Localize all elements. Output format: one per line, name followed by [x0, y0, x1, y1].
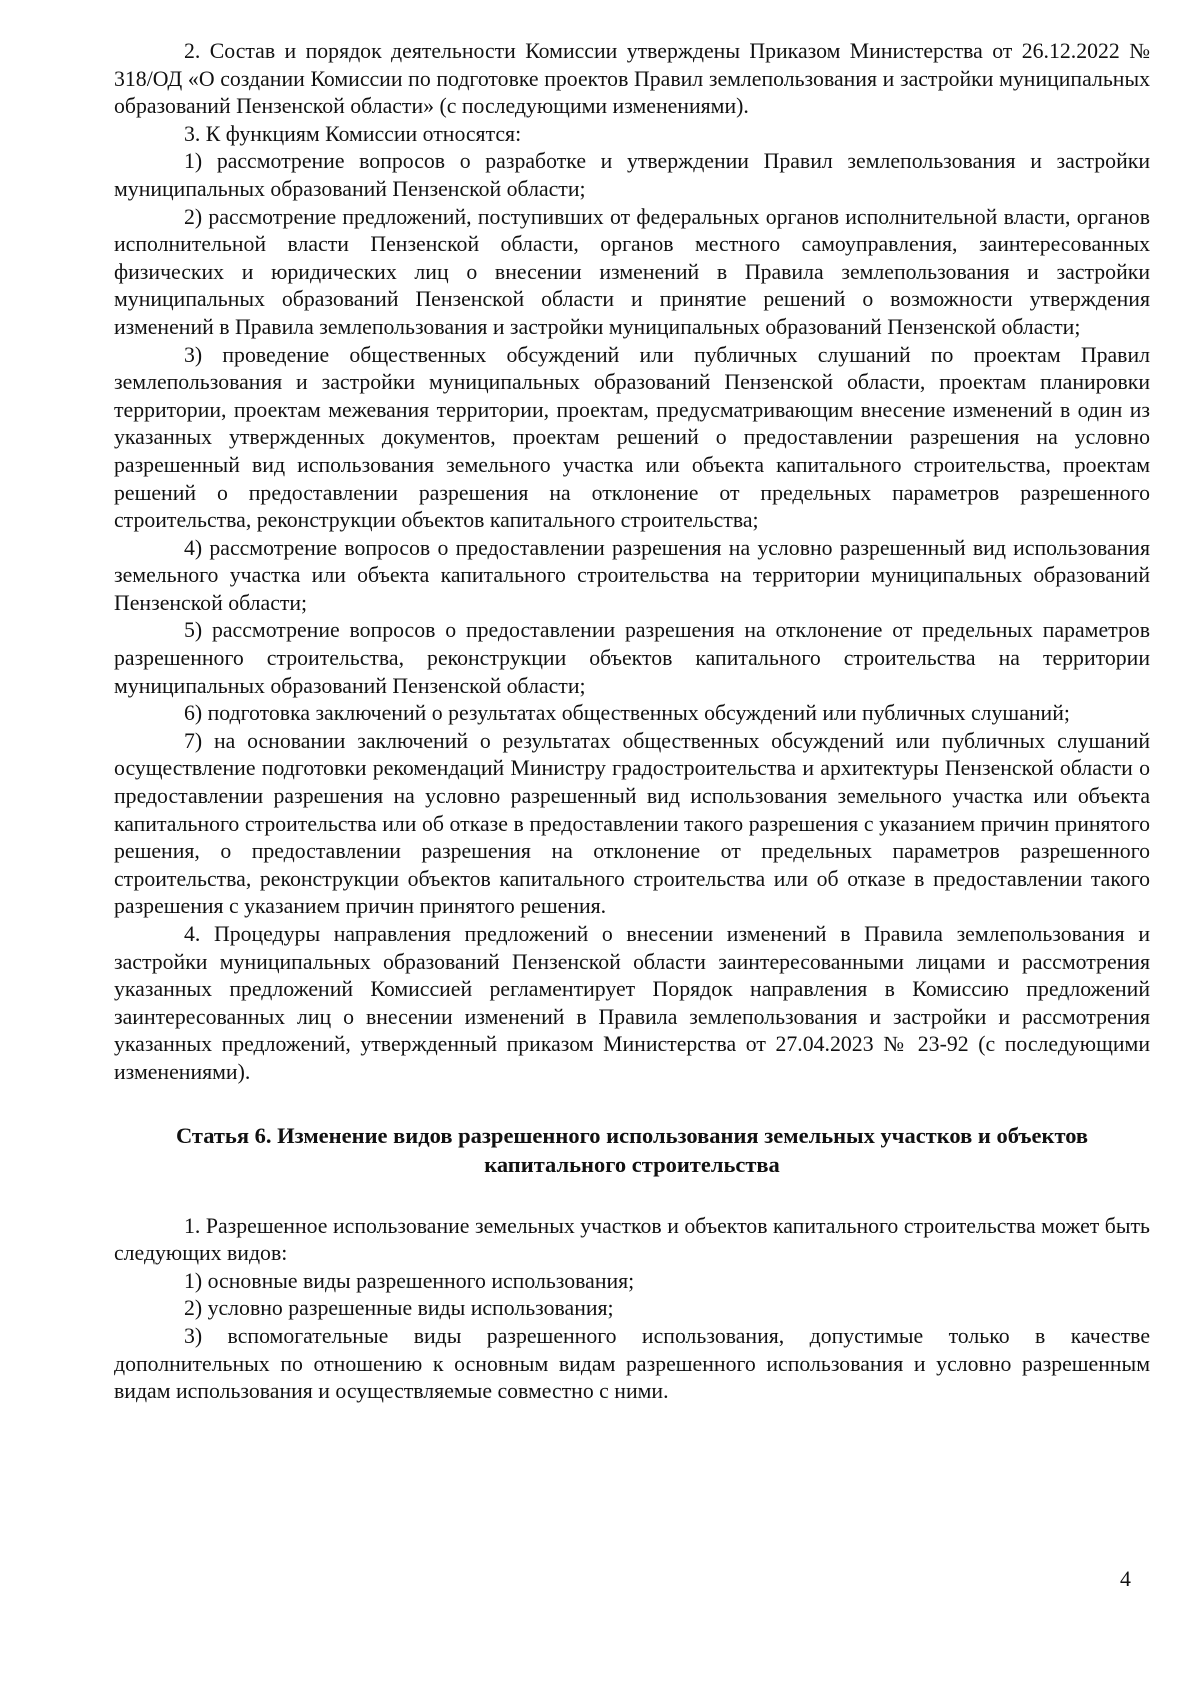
list-item-use-type-3: 3) вспомогательные виды разрешенного использования, допустимые только в качестве дополнительных по отношению к основным видам разрешенного использования и условно разрешенным видам использования и осуществляемые совместно с ними. [114, 1323, 1150, 1404]
list-item-function-2: 2) рассмотрение предложений, поступивших от федеральных органов исполнительной власти, органов исполнительной власти Пензенской области, органов местного самоуправления, заинтересованных физических и юридических лиц о внесении изменений в Правила землепользования и застройки муниципальных образований Пензенской области и принятие решений о возможности утверждения изменений в Правила землепользования и застройки муниципальных образований Пензенской области; [114, 204, 1150, 339]
list-item-function-3: 3) проведение общественных обсуждений или публичных слушаний по проектам Правил землепользования и застройки муниципальных образований Пензенской области, проектам планировки территории, проектам межевания территории, проектам, предусматривающим внесение изменений в один из указанных утвержденных документов, проектам решений о предоставлении разрешения на условно разрешенный вид использования земельного участка или объекта капитального строительства, проектам решений о предоставлении разрешения на отклонение от предельных параметров разрешенного строительства, реконструкции объектов капитального строительства; [114, 342, 1150, 533]
list-item-function-7: 7) на основании заключений о результатах общественных обсуждений или публичных слушаний осуществление подготовки рекомендаций Министру градостроительства и архитектуры Пензенской области о предоставлении разрешения на условно разрешенный вид использования земельного участка или объекта капитального строительства или об отказе в предоставлении такого разрешения с указанием причин принятого решения, о предоставлении разрешения на отклонение от предельных параметров разрешенного строительства, реконструкции объектов капитального строительства или об отказе в предоставлении такого разрешения с указанием причин принятого решения. [114, 728, 1150, 919]
list-item-function-5: 5) рассмотрение вопросов о предоставлении разрешения на отклонение от предельных параметров разрешенного строительства, реконструкции объектов капитального строительства на территории муниципальных образований Пензенской области; [114, 618, 1150, 698]
paragraph-procedures: 4. Процедуры направления предложений о внесении изменений в Правила землепользования и застройки муниципальных образований Пензенской области заинтересованными лицами и рассмотрения указанных предложений Комиссией регламентирует Порядок направления в Комиссию предложений заинтересованных лиц о внесении изменений в Правила землепользования и застройки и рассмотрения указанных предложений, утвержденный приказом Министерства от 27.04.2023 № 23-92 (с последующими изменениями). [114, 922, 1150, 1084]
list-item-use-type-1: 1) основные виды разрешенного использования; [184, 1268, 635, 1293]
list-item-function-4: 4) рассмотрение вопросов о предоставлении разрешения на условно разрешенный вид использования земельного участка или объекта капитального строительства на территории муниципальных образований Пензенской области; [114, 535, 1150, 615]
page-number: 4 [1120, 1567, 1131, 1591]
document-page [114, 38, 1150, 1406]
paragraph-permitted-use-types: 1. Разрешенное использование земельных участков и объектов капитального строительства может быть следующих видов: [114, 1213, 1150, 1266]
list-item-function-1: 1) рассмотрение вопросов о разработке и утверждении Правил землепользования и застройки муниципальных образований Пензенской области; [114, 149, 1150, 201]
paragraph-commission-composition: 2. Состав и порядок деятельности Комиссии утверждены Приказом Министерства от 26.12.2022 № 318/ОД «О создании Комиссии по подготовке проектов Правил землепользования и застройки муниципальных образований Пензенской области» (с последующими изменениями). [114, 39, 1150, 119]
paragraph-commission-functions: 3. К функциям Комиссии относятся: [184, 121, 522, 146]
list-item-function-6: 6) подготовка заключений о результатах общественных обсуждений или публичных слушаний; [184, 701, 1070, 726]
list-item-use-type-2: 2) условно разрешенные виды использования; [184, 1296, 614, 1321]
article-heading: Статья 6. Изменение видов разрешенного использования земельных участков и объектов капитального строительства [175, 1122, 1089, 1177]
